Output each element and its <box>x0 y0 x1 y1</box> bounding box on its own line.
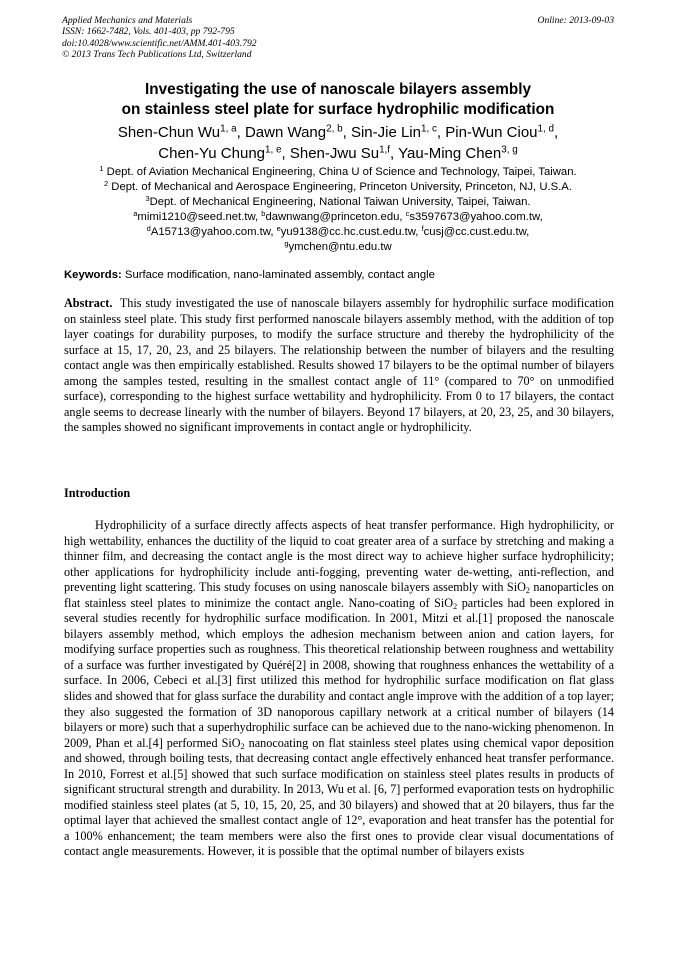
affil-mark: 3 <box>145 193 150 203</box>
email-mark: e <box>276 223 281 233</box>
author-list <box>62 122 614 164</box>
author-name: Sin-Jie Lin <box>350 124 421 141</box>
author-affil-mark: 1,f <box>379 144 391 156</box>
subscript: 2 <box>525 586 530 596</box>
author-line-2 <box>62 143 614 164</box>
title-line-2: on stainless steel plate for surface hydrophilic modification <box>121 100 555 118</box>
author-sep: , <box>554 124 559 141</box>
subscript: 2 <box>453 601 458 611</box>
subscript: 2 <box>240 741 245 751</box>
affiliation-1 <box>62 165 614 180</box>
author-affil-mark: 1, c <box>420 123 437 135</box>
doi-line: doi:10.4028/www.scientific.net/AMM.401-403.792 <box>62 37 257 49</box>
email-mark: b <box>261 208 266 218</box>
author-sep: , <box>236 124 245 141</box>
email-mark: f <box>421 223 424 233</box>
intro-text-1: Hydrophilicity of a surface directly affects aspects of heat transfer performance. High hydrophilicity, or high wettability, enhances the ductility of the liquid to coat greater area of a surface by stretching and making a thinner film, and decreasing the contact angle is the most direct way to achieve higher surface hydrophilicity; other applications for hydrophilicity include anti-fogging, preventing water de-wetting, anti-reflection, and preventing light scattering. This study focuses on using nanoscale bilayers assembly with SiO <box>64 518 614 595</box>
author-affil-mark: 1, a <box>220 123 237 135</box>
issn-line: ISSN: 1662-7482, Vols. 401-403, pp 792-795 <box>62 26 235 38</box>
affil-mark: 1 <box>99 163 104 173</box>
abstract-label: Abstract. <box>64 296 113 310</box>
author-line-1 <box>62 122 614 143</box>
keywords <box>64 268 614 283</box>
copyright-line: © 2013 Trans Tech Publications Ltd, Switzerland <box>62 49 252 61</box>
email-link[interactable]: ymchen@ntu.edu.tw <box>288 241 392 253</box>
author-name: Dawn Wang <box>244 124 327 141</box>
author-sep: , <box>390 145 399 162</box>
email-link[interactable]: cusj@cc.cust.edu.tw <box>423 226 527 238</box>
author-affil-mark: 2, b <box>326 123 343 135</box>
abstract-text: This study investigated the use of nanoscale bilayers assembly for hydrophilic surface modification on stainless steel plate. This study first performed nanoscale bilayers assembly method, with the addition of top layer coatings for durability purposes, to modify the surface structure and thereby the hydrophilicity of the surface at 15, 17, 20, 23, and 25 bilayers. The relationship between the number of bilayers and the resulting contact angle was then empirically established. Results showed 17 bilayers to be the optimal number of bilayers among the samples tested, resulting in the smallest contact angle of 11° (compared to 70° on unmodified surface), corresponding to the highest surface wettability and hydrophilicity. From 0 to 17 bilayers, the contact angle seems to decrease linearly with the number of bilayers. Beyond 17 bilayers, at 20, 23, 25, and 30 bilayers, the samples showed no significant improvements in contact angle or hydrophilicity. <box>64 296 614 435</box>
keywords-text: Surface modification, nano-laminated assembly, contact angle <box>121 269 435 281</box>
author-sep: , <box>281 145 290 162</box>
abstract <box>64 296 614 436</box>
email-link[interactable]: s3597673@yahoo.com.tw <box>409 211 540 223</box>
author-name: Shen-Jwu Su <box>289 145 380 162</box>
author-name: Pin-Wun Ciou <box>445 124 538 141</box>
emails-line-3 <box>62 240 614 255</box>
introduction-paragraph <box>64 518 614 860</box>
author-name: Chen-Yu Chung <box>158 145 266 162</box>
section-heading-introduction: Introduction <box>64 486 131 500</box>
author-sep: , <box>342 124 351 141</box>
email-mark: c <box>405 208 410 218</box>
author-affil-mark: 1, d <box>537 123 554 135</box>
affil-text: Dept. of Aviation Mechanical Engineering, China U of Science and Technology, Taipei, Taiwan. <box>103 166 577 178</box>
title-line-1: Investigating the use of nanoscale bilayers assembly <box>145 81 531 98</box>
affil-text: Dept. of Mechanical Engineering, National Taiwan University, Taipei, Taiwan. <box>149 196 531 208</box>
author-affil-mark: 1, e <box>265 144 282 156</box>
affil-text: Dept. of Mechanical and Aerospace Engineering, Princeton University, Princeton, NJ, U.S.A. <box>108 181 572 193</box>
author-name: Shen-Chun Wu <box>117 124 221 141</box>
paper-title <box>62 80 614 119</box>
journal-header <box>62 15 614 61</box>
affiliation-3 <box>62 195 614 210</box>
intro-text-3: particles had been explored in several studies recently for hydrophilic surface modification. In 2001, Mitzi et al.[1] proposed the nanoscale bilayers assembly method, which employs the adhesion mechanism between anion and cation layers, for modifying surface properties such as roughness. This theoretical relationship between roughness and wettability of a surface was further investigated by Quéré[2] in 2008, showing that roughness enhances the wettability of a surface. In 2006, Cebeci et al.[3] first utilized this method for hydrophilic surface modification on flat glass slides and showed that for glass surface the durability and contact angle improve with the addition of a top layer; they also suggested the formation of 3D nanoporous capillary network at a critical number of bilayers (14 bilayers or more) such that a superhydrophilic surface can be achieved due to the nano-wicking phenomenon. In 2009, Phan et al.[4] performed SiO <box>64 595 614 750</box>
online-date: Online: 2013-09-03 <box>537 15 614 26</box>
emails-line-1: $^a$mimi1210@seed.net.tw, $^b$dawnwang@princeton.edu, $^c$s3597673@yahoo.com.tw, <box>133 208 543 223</box>
intro-text-2: nanoparticles on flat stainless steel plates to minimize the contact angle. Nano-coating of SiO <box>64 580 614 610</box>
journal-name: Applied Mechanics and Materials <box>62 15 193 26</box>
affiliations <box>62 165 614 255</box>
email-mark: d <box>146 223 151 233</box>
emails-line-2: $^d$A15713@yahoo.com.tw, $^e$yu9138@cc.hc.cust.edu.tw, $^f$cusj@cc.cust.edu.tw, <box>146 223 530 238</box>
affiliation-2 <box>62 180 614 195</box>
email-link[interactable]: A15713@yahoo.com.tw <box>150 226 271 238</box>
intro-text-4: nanocoating on flat stainless steel plates using chemical vapor deposition and showed, through boiling tests, that decreasing contact angle effectively enhanced heat transfer performance. In 2010, Forrest et al.[5] showed that such surface modification on stainless steel plates results in products of significant structural strength and durability. In 2013, Wu et al. [6, 7] performed evaporation tests on hydrophilic modified stainless steel plates (at 5, 10, 15, 20, 25, and 30 bilayers) and showed that at 20 bilayers, thus far the optimal layer that achieved the smallest contact angle of 12°, evaporation and heat transfer has the potential for a 100% enhancement; the team members were also the first ones to provide clear visual documentations of contact angle measurements. However, it is possible that the optimal number of bilayers exists <box>64 735 614 859</box>
author-name: Yau-Ming Chen <box>398 145 502 162</box>
email-link[interactable]: mimi1210@seed.net.tw <box>137 211 256 223</box>
email-link[interactable]: yu9138@cc.hc.cust.edu.tw <box>280 226 416 238</box>
author-affil-mark: 3, g <box>501 144 518 156</box>
email-mark: a <box>133 208 138 218</box>
email-link[interactable]: dawnwang@princeton.edu <box>265 211 400 223</box>
affil-mark: 2 <box>104 178 109 188</box>
author-sep: , <box>436 124 446 141</box>
email-mark: g <box>284 238 289 248</box>
keywords-label: Keywords: <box>64 269 122 281</box>
